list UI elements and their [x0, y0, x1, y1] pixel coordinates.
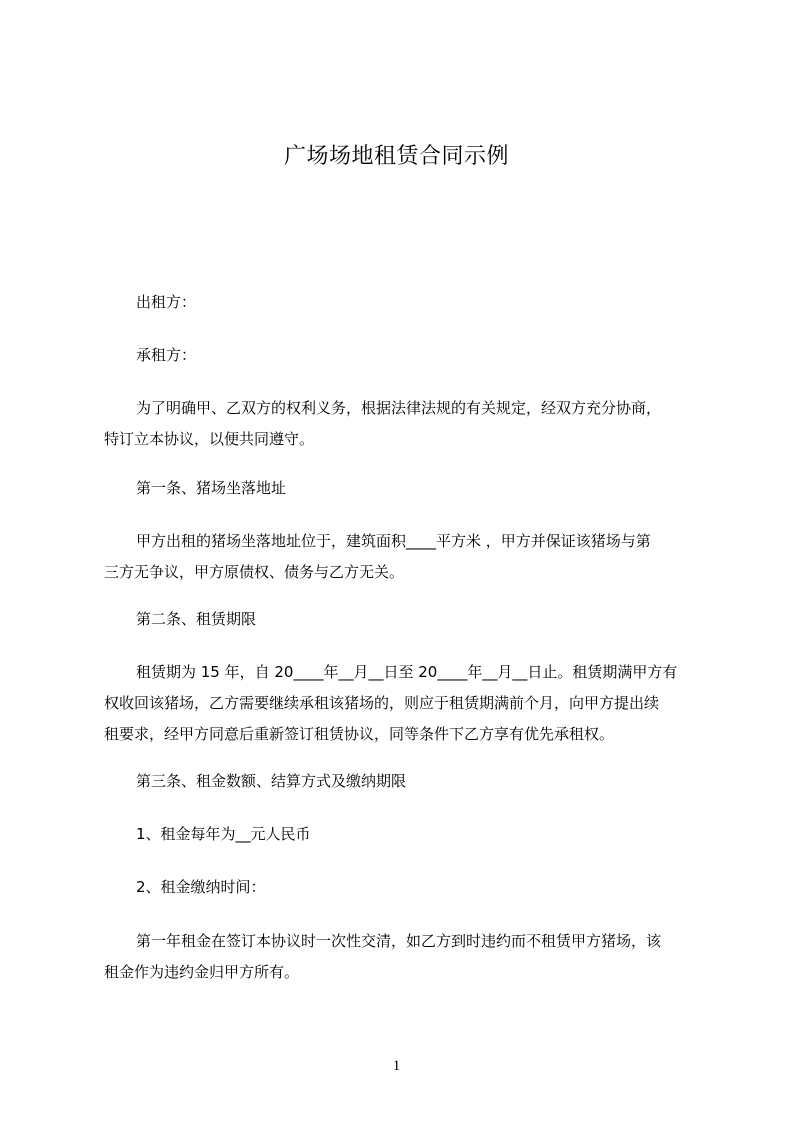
- lessee-label: 承租方：: [136, 346, 197, 364]
- article1-heading: 第一条、猪场坐落地址: [136, 479, 287, 497]
- article3-line: 第一年租金在签订本协议时一次性交清，如乙方到时违约而不租赁甲方猪场，该: [136, 932, 662, 950]
- article1-paragraph: [104, 526, 706, 588]
- article2-heading: 第二条、租赁期限: [136, 610, 257, 628]
- article1-line: 甲方出租的猪场坐落地址位于，建筑面积____平方米 ，甲方并保证该猪场与第: [136, 532, 651, 550]
- preamble-line: 为了明确甲、乙双方的权利义务，根据法律法规的有关规定，经双方充分协商，: [136, 399, 662, 417]
- article2-paragraph: [104, 657, 706, 750]
- article2-line: 租赁期为 15 年，自 20____年__月__日至 20____年__月__日止。租赁期满甲方有: [136, 663, 678, 681]
- article1-line: 三方无争议，甲方原债权、债务与乙方无关。: [104, 563, 405, 581]
- article2-line: 权收回该猪场，乙方需要继续承租该猪场的，则应于租赁期满前个月，向甲方提出续: [104, 694, 660, 712]
- lessor-label: 出租方：: [136, 293, 197, 311]
- preamble-paragraph: [104, 393, 706, 455]
- document-title: 广场场地租赁合同示例: [283, 144, 509, 169]
- article3-item-1: 1、租金每年为__元人民币: [136, 825, 311, 843]
- preamble-line: 特订立本协议，以便共同遵守。: [104, 430, 315, 448]
- article3-line: 租金作为违约金归甲方所有。: [104, 963, 300, 981]
- article3-heading: 第三条、租金数额、结算方式及缴纳期限: [136, 772, 407, 790]
- article3-paragraph: [104, 926, 706, 988]
- article2-line: 租要求，经甲方同意后重新签订租赁协议，同等条件下乙方享有优先承租权。: [104, 725, 615, 743]
- article3-item-2: 2、租金缴纳时间：: [136, 878, 266, 896]
- page-number: 1: [392, 1058, 401, 1074]
